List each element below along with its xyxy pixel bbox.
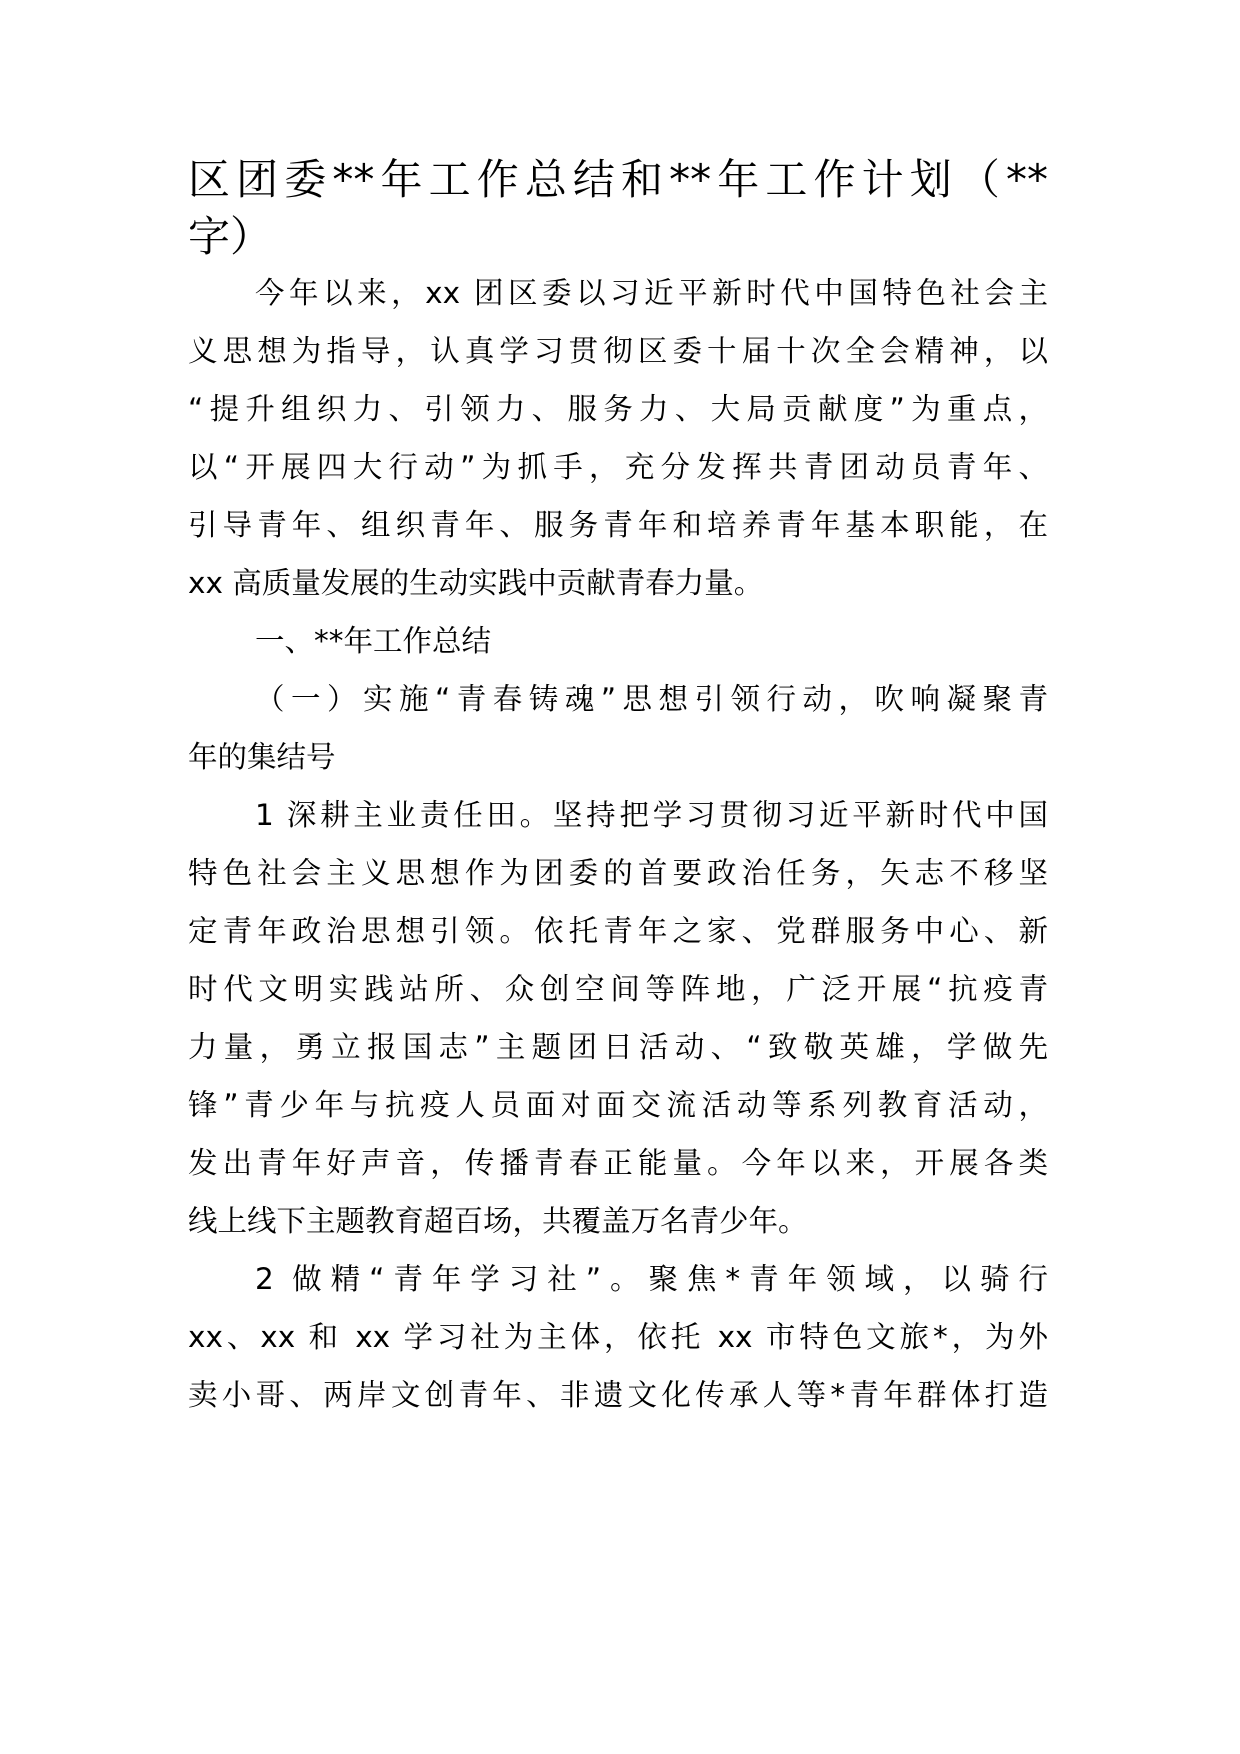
section-heading-work-summary: 一、**年工作总结 (255, 624, 492, 658)
item-1-paragraph-line-4: 时代文明实践站所、众创空间等阵地，广泛开展“抗疫青 (188, 972, 1048, 1006)
item-1-paragraph-line-1: 1 深耕主业责任田。坚持把学习贯彻习近平新时代中国 (255, 798, 1048, 832)
item-1-paragraph-line-2: 特色社会主义思想作为团委的首要政治任务，矢志不移坚 (188, 856, 1048, 890)
intro-paragraph-line-5: 引导青年、组织青年、服务青年和培养青年基本职能，在 (188, 508, 1048, 542)
subsection-heading-line-2: 年的集结号 (188, 740, 336, 774)
intro-paragraph-line-3: “提升组织力、引领力、服务力、大局贡献度”为重点， (188, 392, 1048, 426)
intro-paragraph-line-1: 今年以来，xx 团区委以习近平新时代中国特色社会主 (255, 276, 1048, 310)
document-title-line-2: 字） (188, 212, 273, 261)
item-1-paragraph-line-6: 锋”青少年与抗疫人员面对面交流活动等系列教育活动， (188, 1088, 1048, 1122)
item-2-paragraph-line-2: xx、xx 和 xx 学习社为主体，依托 xx 市特色文旅*，为外 (188, 1320, 1048, 1354)
item-2-paragraph-line-1: 2 做精“青年学习社”。聚焦*青年领域，以骑行 (255, 1262, 1048, 1296)
item-1-paragraph-line-5: 力量，勇立报国志”主题团日活动、“致敬英雄，学做先 (188, 1030, 1048, 1064)
intro-paragraph-line-4: 以“开展四大行动”为抓手，充分发挥共青团动员青年、 (188, 450, 1048, 484)
item-1-paragraph-line-7: 发出青年好声音，传播青春正能量。今年以来，开展各类 (188, 1146, 1048, 1180)
subsection-heading-line-1: （一）实施“青春铸魂”思想引领行动，吹响凝聚青 (255, 682, 1048, 716)
item-2-paragraph-line-3: 卖小哥、两岸文创青年、非遗文化传承人等*青年群体打造 (188, 1378, 1048, 1412)
item-1-paragraph-line-3: 定青年政治思想引领。依托青年之家、党群服务中心、新 (188, 914, 1048, 948)
intro-paragraph-line-2: 义思想为指导，认真学习贯彻区委十届十次全会精神，以 (188, 334, 1048, 368)
document-title-line-1: 区团委**年工作总结和**年工作计划（** (188, 155, 1048, 204)
intro-paragraph-line-6: xx 高质量发展的生动实践中贡献青春力量。 (188, 566, 764, 600)
item-1-paragraph-line-8: 线上线下主题教育超百场，共覆盖万名青少年。 (188, 1204, 808, 1238)
